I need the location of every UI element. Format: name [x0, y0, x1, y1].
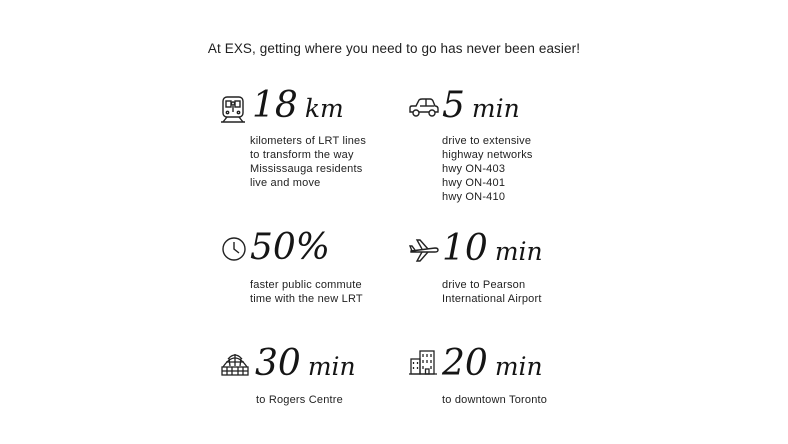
stat-number: 18 [252, 85, 298, 126]
stat-value [442, 85, 520, 126]
description-line: hwy ON-403 [442, 163, 506, 175]
stat-value [252, 85, 344, 126]
buildings-icon [408, 347, 438, 377]
stat-value [442, 343, 543, 384]
stat-description [256, 393, 343, 407]
stat-description [250, 134, 366, 190]
stat-unit: min [471, 94, 520, 123]
car-icon [408, 93, 440, 123]
description-line: time with the new LRT [250, 293, 363, 305]
description-line: International Airport [442, 293, 542, 305]
stat-number: 50% [250, 227, 331, 268]
page-headline: At EXS, getting where you need to go has never been easier! [207, 41, 581, 56]
description-line: hwy ON-410 [442, 191, 506, 203]
stat-description [250, 278, 363, 306]
stat-number: 20 [442, 343, 488, 384]
stat-unit: km [304, 94, 344, 123]
description-line: live and move [250, 177, 321, 189]
stat-number: 5 [442, 85, 465, 126]
stat-value [442, 228, 543, 269]
stat-description [442, 278, 542, 306]
stadium-icon [220, 349, 250, 379]
airplane-icon [408, 236, 440, 266]
stat-value [250, 227, 331, 268]
clock-icon [219, 234, 249, 264]
stat-number: 30 [255, 343, 301, 384]
stat-description [442, 393, 547, 407]
stat-unit: min [307, 352, 356, 381]
description-line: hwy ON-401 [442, 177, 506, 189]
stat-unit: min [494, 237, 543, 266]
description-line: drive to extensive [442, 135, 532, 147]
description-line: Mississauga residents [250, 163, 363, 175]
stat-value [255, 343, 356, 384]
description-line: to downtown Toronto [442, 394, 548, 406]
description-line: drive to Pearson [442, 279, 526, 291]
description-line: highway networks [442, 149, 533, 161]
description-line: to Rogers Centre [256, 394, 343, 406]
description-line: kilometers of LRT lines [250, 135, 367, 147]
train-icon [218, 94, 248, 124]
stat-description [442, 134, 533, 204]
stat-unit: min [494, 352, 543, 381]
description-line: to transform the way [250, 149, 354, 161]
stat-number: 10 [442, 228, 488, 269]
description-line: faster public commute [250, 279, 362, 291]
